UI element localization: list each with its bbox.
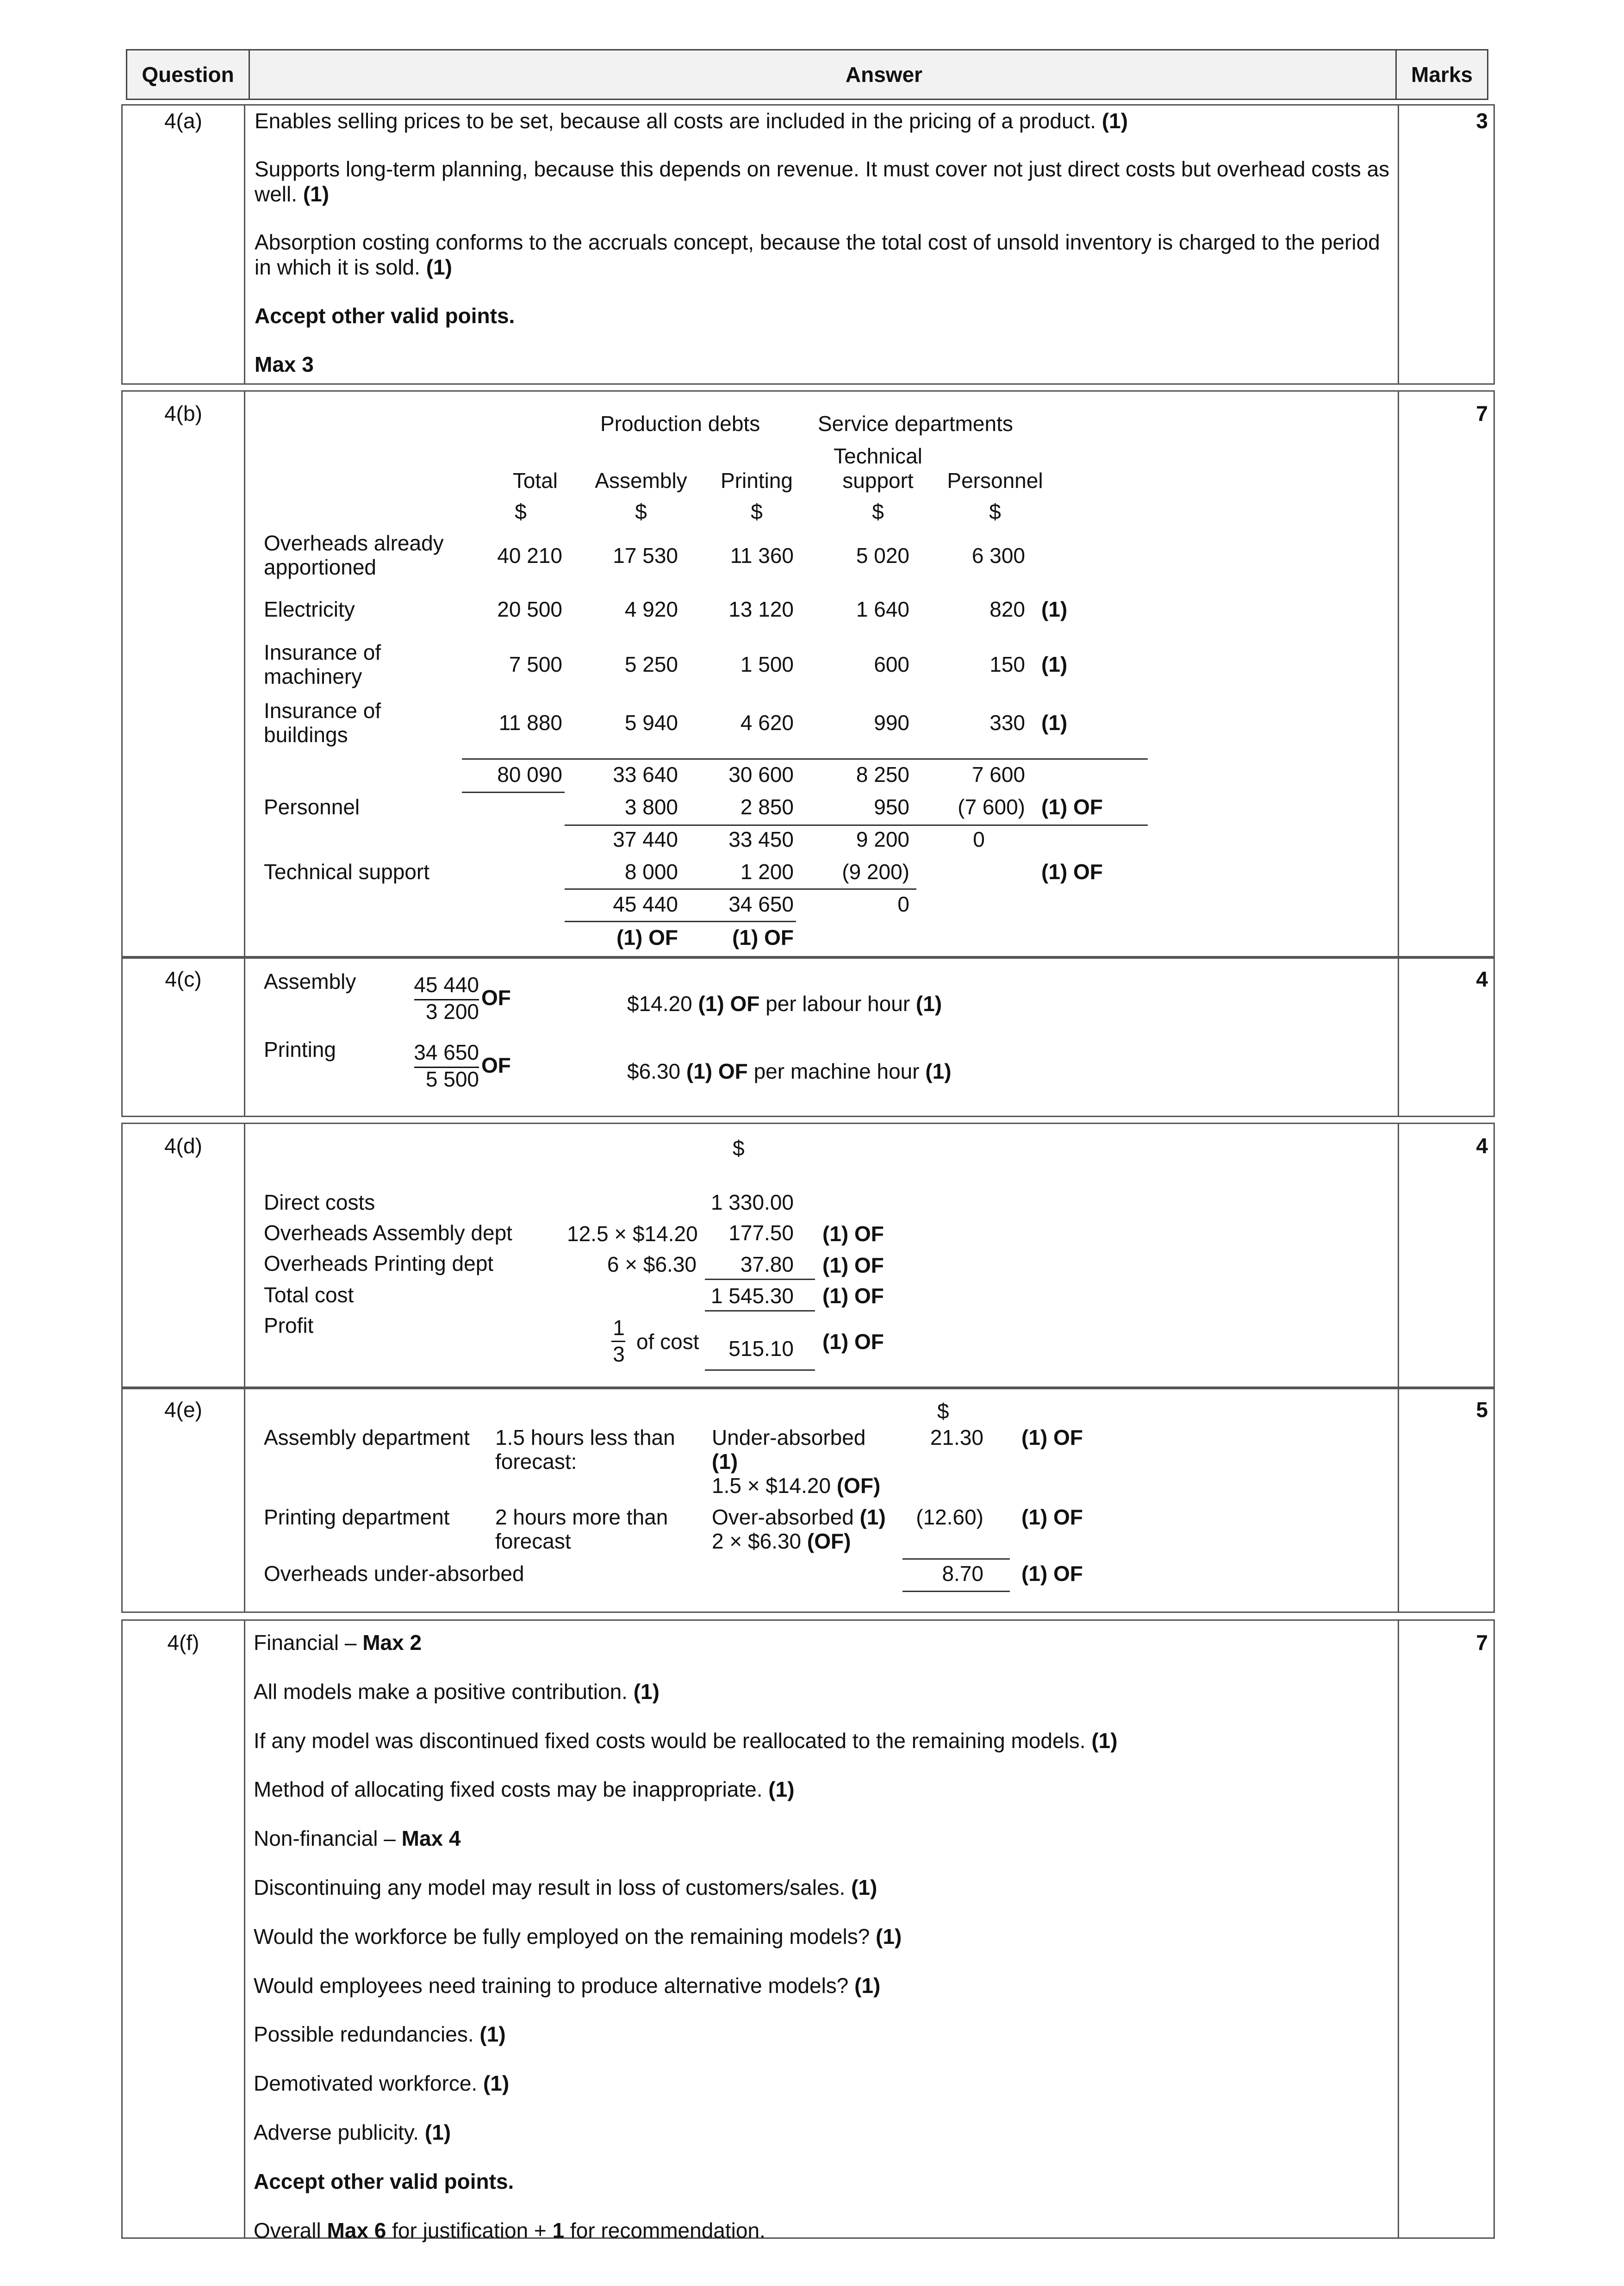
mark-tag: (1) [851, 1875, 877, 1899]
fraction-numerator: 34 650 [414, 1040, 479, 1064]
service-group-header: Service departments [818, 412, 1013, 436]
answer-point: Absorption costing conforms to the accruals concept, because the total cost of unsold inventory is charged to the period [255, 230, 1380, 254]
currency-symbol: $ [937, 1399, 949, 1423]
answer-point [255, 255, 452, 280]
mark-tag: (1) OF [822, 1284, 884, 1308]
answer-header: Answer [845, 62, 923, 87]
answer-text: Possible redundancies. [254, 2022, 474, 2046]
mark-tag: (1) [483, 2071, 510, 2095]
marks-value: 4 [1476, 967, 1488, 991]
marks-value: 5 [1476, 1398, 1488, 1422]
rule [462, 758, 1148, 760]
heading-text: Financial – [254, 1630, 357, 1655]
cell-technical: (9 200) [842, 860, 909, 884]
heading-text: Non-financial – [254, 1826, 396, 1850]
cost-calculation: 12.5 × $14.20 [567, 1222, 698, 1246]
cell-assembly: 37 440 [613, 827, 678, 851]
column-divider [244, 106, 245, 383]
rate-unit: per machine hour [753, 1059, 920, 1083]
overall-note [254, 2218, 765, 2243]
rule [565, 921, 796, 922]
cell-printing: 34 650 [728, 892, 794, 916]
answer-point [254, 2022, 506, 2047]
cell-printing: 1 500 [740, 652, 794, 676]
cost-calculation: 6 × $6.30 [607, 1252, 697, 1276]
answer-text: Demotivated workforce. [254, 2071, 478, 2095]
variance-reason: 2 hours more than [495, 1505, 668, 1529]
cost-label: Total cost [264, 1283, 354, 1307]
answer-point [254, 1973, 880, 1998]
calc-text: 2 × $6.30 [712, 1529, 802, 1553]
variance-calculation [712, 1529, 851, 1554]
mark-tag: (1) OF [1041, 860, 1103, 884]
cost-value: 37.80 [740, 1252, 794, 1276]
question-4d [121, 1123, 1495, 1389]
mark-tag: (1) [303, 182, 330, 206]
answer-text: Adverse publicity. [254, 2120, 419, 2144]
column-divider [244, 1388, 245, 1611]
of-tag: OF [481, 986, 511, 1010]
row-label: Electricity [264, 597, 355, 621]
answer-point [254, 1875, 877, 1900]
cell-technical: 600 [874, 652, 909, 676]
rule [705, 1369, 815, 1371]
fraction-numerator: 45 440 [414, 973, 479, 997]
currency-symbol: $ [989, 500, 1001, 524]
currency-symbol: $ [751, 500, 763, 524]
cell-assembly: 45 440 [613, 892, 678, 916]
question-4a [121, 104, 1495, 385]
mark-tag: (1) OF [1041, 795, 1103, 819]
variance-calculation [712, 1473, 880, 1498]
question-4c [121, 956, 1495, 1117]
cell-personnel: 7 600 [971, 762, 1025, 787]
column-divider [244, 1124, 245, 1388]
answer-point [254, 1924, 902, 1949]
currency-symbol: $ [733, 1136, 745, 1160]
row-label: Overheads already [264, 531, 444, 555]
fraction-denominator: 3 [613, 1342, 625, 1366]
variance-type [712, 1505, 886, 1530]
cell-assembly: 4 920 [624, 597, 678, 621]
calc-text: 1.5 × $14.20 [712, 1474, 831, 1498]
mark-tag: (OF) [836, 1474, 881, 1498]
column-divider [1398, 392, 1399, 957]
question-label: 4(e) [164, 1398, 202, 1422]
department-label: Printing department [264, 1505, 450, 1529]
table-header [126, 49, 1488, 100]
accept-note: Accept other valid points. [254, 2169, 514, 2193]
mark-tag: (1) OF [686, 1059, 748, 1083]
cell-assembly: 17 530 [613, 543, 678, 568]
question-header: Question [142, 62, 234, 87]
marks-header: Marks [1411, 62, 1473, 87]
answer-point [255, 108, 1128, 133]
mark-tag: (OF) [807, 1529, 851, 1553]
marks-value: 4 [1476, 1134, 1488, 1158]
department-label: Assembly department [264, 1425, 470, 1449]
mark-tag: (1) [859, 1505, 886, 1529]
department-label: Assembly [264, 969, 356, 993]
mark-tag: (1) [479, 2022, 506, 2046]
question-4f [121, 1619, 1495, 2242]
rule [565, 888, 916, 890]
rule [902, 1591, 1010, 1592]
cell-personnel: 330 [989, 711, 1025, 735]
question-4e [121, 1387, 1495, 1613]
cell-total: 11 880 [498, 711, 562, 735]
mark-tag: (1) [1041, 711, 1068, 735]
question-label: 4(c) [165, 967, 202, 991]
cell-assembly: 3 800 [624, 795, 678, 819]
rule [705, 1310, 815, 1312]
cell-printing: 11 360 [730, 543, 794, 568]
answer-point: Supports long-term planning, because this depends on revenue. It must cover not just direct costs but overhead costs as [255, 157, 1390, 181]
row-label: buildings [264, 723, 348, 747]
max-tag: Max 2 [362, 1630, 422, 1655]
mark-tag: (1) [712, 1449, 738, 1474]
cost-value: 177.50 [728, 1221, 794, 1245]
cost-value: 515.10 [728, 1337, 794, 1361]
question-4b [121, 390, 1495, 959]
answer-text: Would the workforce be fully employed on the remaining models? [254, 1924, 870, 1949]
cell-technical: 5 020 [856, 543, 909, 568]
cell-personnel: 6 300 [971, 543, 1025, 568]
answer-text: All models make a positive contribution. [254, 1680, 628, 1704]
rate-line [627, 991, 942, 1016]
mark-tag: (1) [1101, 109, 1128, 133]
row-label: Personnel [264, 795, 360, 819]
max-note: Max 3 [255, 352, 314, 376]
cell-assembly: 33 640 [613, 762, 678, 787]
cell-personnel: 150 [989, 652, 1025, 676]
profit-basis: of cost [636, 1330, 699, 1354]
row-label: Technical support [264, 860, 429, 884]
column-header-assembly: Assembly [595, 468, 687, 493]
cell-personnel: (7 600) [958, 795, 1025, 819]
financial-heading [254, 1630, 422, 1655]
row-label: apportioned [264, 555, 376, 579]
answer-text: Discontinuing any model may result in loss of customers/sales. [254, 1875, 846, 1899]
column-divider [244, 392, 245, 957]
cell-printing: 13 120 [728, 597, 794, 621]
row-label: Insurance of [264, 640, 381, 664]
cell-total: 40 210 [497, 543, 562, 568]
mark-tag: (1) [1041, 597, 1068, 621]
answer-text: Method of allocating fixed costs may be inappropriate. [254, 1777, 763, 1801]
marks-value: 3 [1476, 109, 1488, 133]
cell-technical: 1 640 [856, 597, 909, 621]
answer-point [254, 1679, 660, 1704]
rule [462, 792, 565, 793]
mark-tag: (1) OF [698, 992, 760, 1016]
column-header-total: Total [512, 468, 558, 493]
mark-tag: (1) [426, 255, 452, 279]
cell-printing: 4 620 [740, 711, 794, 735]
overall-text: Overall [254, 2218, 321, 2242]
column-divider [1398, 106, 1399, 383]
fraction-denominator: 3 200 [425, 999, 479, 1024]
row-label: machinery [264, 664, 362, 688]
mark-tag: (1) OF [616, 925, 678, 949]
cell-technical: 8 250 [856, 762, 909, 787]
variance-type: Under-absorbed [712, 1425, 866, 1449]
question-label: 4(b) [164, 401, 202, 425]
cost-label: Overheads Assembly dept [264, 1221, 512, 1245]
max-tag: Max 6 [327, 2218, 386, 2242]
mark-tag: (1) OF [822, 1253, 884, 1277]
variance-value: (12.60) [916, 1505, 983, 1529]
of-tag: OF [481, 1053, 511, 1077]
cell-assembly: 5 250 [624, 652, 678, 676]
cell-technical: 0 [897, 892, 909, 916]
total-label: Overheads under-absorbed [264, 1561, 524, 1586]
overall-text: for justification + [392, 2218, 547, 2242]
column-divider [1398, 1124, 1399, 1388]
mark-tag: (1) [1091, 1729, 1118, 1753]
column-divider [244, 957, 245, 1116]
answer-point [254, 1777, 795, 1802]
rate-unit: per labour hour [765, 992, 910, 1016]
mark-tag: (1) [768, 1777, 795, 1801]
mark-tag: (1) OF [1021, 1505, 1083, 1529]
variance-reason: 1.5 hours less than [495, 1425, 675, 1449]
mark-tag: (1) [915, 992, 942, 1016]
cell-printing: 30 600 [728, 762, 794, 787]
answer-text: If any model was discontinued fixed costs would be reallocated to the remaining models. [254, 1729, 1086, 1753]
variance-reason: forecast [495, 1529, 571, 1553]
answer-text: well. [255, 182, 298, 206]
rate-line [627, 1059, 952, 1084]
currency-symbol: $ [515, 500, 527, 524]
variance-type-text: Over-absorbed [712, 1505, 854, 1529]
answer-point [254, 2120, 451, 2145]
column-header-personnel: Personnel [947, 468, 1043, 493]
mark-tag: (1) [1041, 652, 1068, 676]
cell-assembly: 8 000 [624, 860, 678, 884]
question-label: 4(f) [167, 1630, 199, 1655]
cell-technical: 950 [874, 795, 909, 819]
rule [565, 824, 1148, 826]
answer-text: Enables selling prices to be set, because all costs are included in the pricing of a product. [255, 109, 1096, 133]
cost-label: Profit [264, 1313, 314, 1337]
answer-point [255, 181, 329, 206]
rule [705, 1279, 815, 1280]
production-group-header: Production debts [600, 412, 760, 436]
mark-tag: (1) OF [822, 1330, 884, 1354]
answer-text: Would employees need training to produce alternative models? [254, 1974, 849, 1998]
marks-value: 7 [1476, 401, 1488, 425]
cell-total: 20 500 [497, 597, 562, 621]
column-header-technical: Technical [834, 444, 922, 468]
column-header-support: support [842, 468, 914, 493]
cell-technical: 9 200 [856, 827, 909, 851]
currency-symbol: $ [635, 500, 647, 524]
cell-printing: 2 850 [740, 795, 794, 819]
column-divider [244, 1621, 245, 2237]
mark-tag: (1) [854, 1974, 881, 1998]
rule [902, 1558, 1010, 1560]
fraction-numerator: 1 [613, 1316, 625, 1340]
currency-symbol: $ [872, 500, 884, 524]
cell-total: 7 500 [509, 652, 562, 676]
answer-text: in which it is sold. [255, 255, 420, 279]
rate-value: $14.20 [627, 992, 692, 1016]
cost-value: 1 545.30 [710, 1284, 794, 1308]
mark-tag: (1) [424, 2120, 451, 2144]
mark-tag: (1) OF [1021, 1561, 1083, 1586]
cost-label: Direct costs [264, 1190, 375, 1214]
rate-value: $6.30 [627, 1059, 681, 1083]
recommendation-mark: 1 [552, 2218, 565, 2242]
non-financial-heading [254, 1826, 460, 1851]
mark-tag: (1) OF [1021, 1425, 1083, 1449]
cell-printing: 33 450 [728, 827, 794, 851]
cell-personnel: 0 [973, 827, 985, 851]
mark-tag: (1) OF [732, 925, 794, 949]
overall-text: for recommendation. [570, 2218, 765, 2242]
cell-total: 80 090 [497, 762, 562, 787]
question-label: 4(a) [164, 109, 202, 133]
department-label: Printing [264, 1037, 336, 1062]
mark-tag: (1) [633, 1680, 660, 1704]
marks-value: 7 [1476, 1630, 1488, 1655]
answer-point [254, 2071, 509, 2096]
question-label: 4(d) [164, 1134, 202, 1158]
variance-value: 21.30 [930, 1425, 983, 1449]
cost-label: Overheads Printing dept [264, 1251, 494, 1275]
mark-tag: (1) [925, 1059, 952, 1083]
fraction-denominator: 5 500 [425, 1067, 479, 1091]
accept-note: Accept other valid points. [255, 304, 515, 328]
max-tag: Max 4 [401, 1826, 461, 1850]
mark-tag: (1) OF [822, 1222, 884, 1246]
column-divider [1398, 1621, 1399, 2237]
cell-personnel: 820 [989, 597, 1025, 621]
cost-value: 1 330.00 [710, 1190, 794, 1214]
answer-point [254, 1728, 1118, 1753]
mark-tag: (1) [876, 1924, 902, 1949]
variance-total: 8.70 [942, 1561, 983, 1586]
cell-assembly: 5 940 [624, 711, 678, 735]
cell-technical: 990 [874, 711, 909, 735]
cell-printing: 1 200 [740, 860, 794, 884]
column-header-printing: Printing [721, 468, 793, 493]
row-label: Insurance of [264, 699, 381, 723]
variance-reason: forecast: [495, 1449, 577, 1474]
